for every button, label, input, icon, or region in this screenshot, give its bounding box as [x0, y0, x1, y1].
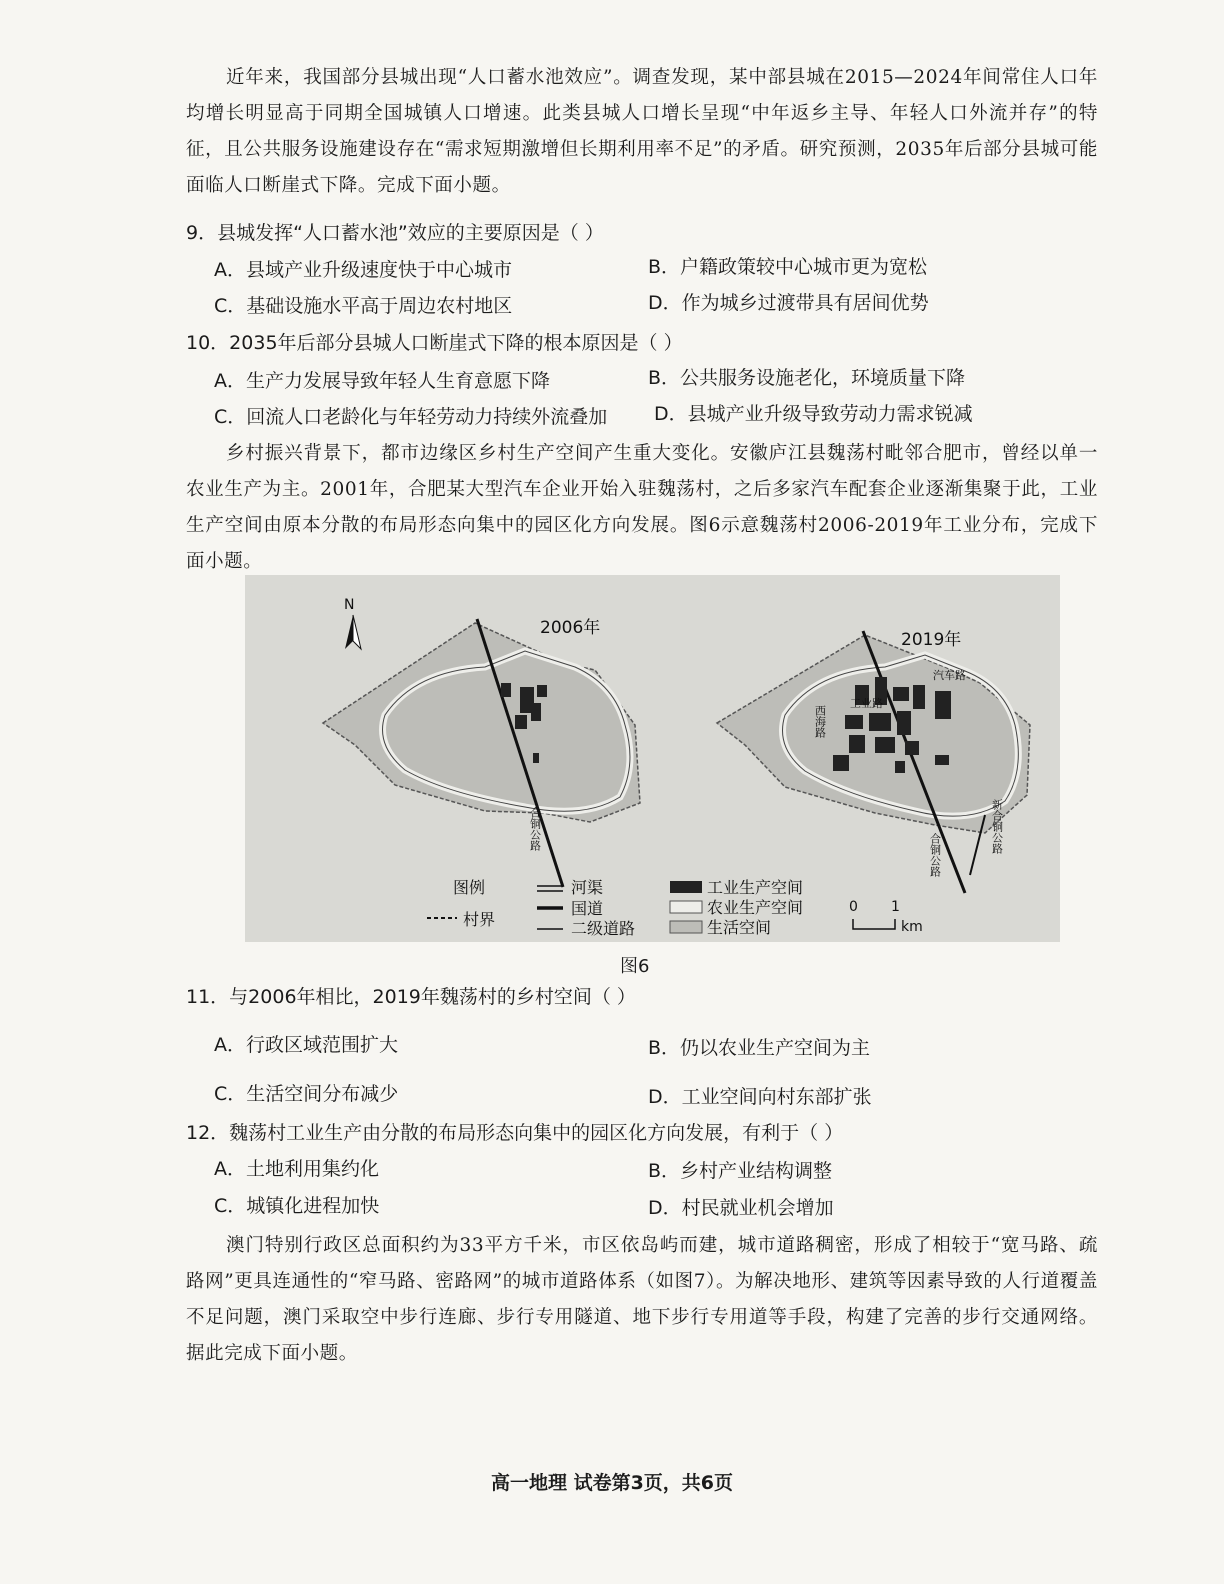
scale-unit: km [901, 919, 923, 935]
question-10-option-b[interactable]: B．公共服务设施老化，环境质量下降 [648, 367, 966, 389]
question-10-option-a[interactable]: A．生产力发展导致年轻人生育意愿下降 [214, 370, 550, 392]
village-industry-map [245, 575, 1060, 942]
question-11-stem: 11．与2006年相比，2019年魏荡村的乡村空间（ ） [186, 986, 636, 1008]
question-11-option-d[interactable]: D．工业空间向村东部扩张 [648, 1086, 872, 1108]
legend-living: 生活空间 [707, 918, 772, 937]
legend-industrial: 工业生产空间 [707, 878, 804, 897]
legend-national-road: 国道 [571, 899, 604, 918]
question-10-stem: 10．2035年后部分县城人口断崖式下降的根本原因是（ ） [186, 332, 683, 354]
question-11-option-a[interactable]: A．行政区域范围扩大 [214, 1034, 398, 1056]
road-label-2006: 合铜公路 [528, 807, 542, 851]
question-10-option-d[interactable]: D．县城产业升级导致劳动力需求锐减 [654, 403, 973, 425]
road-label-auto: 汽车路 [933, 669, 966, 682]
legend-boundary: 村界 [463, 910, 496, 929]
question-9-option-c[interactable]: C．基础设施水平高于周边农村地区 [214, 295, 513, 317]
question-9-stem: 9．县城发挥“人口蓄水池”效应的主要原因是（ ） [186, 222, 604, 244]
passage-weidang-village: 乡村振兴背景下，都市边缘区乡村生产空间产生重大变化。安徽庐江县魏荡村毗邻合肥市，曾经以单一农业生产为主。2001年，合肥某大型汽车企业开始入驻魏荡村，之后多家汽车配套企业逐渐集聚于此，工业生产空间由原本分散的布局形态向集中的园区化方向发展。图6示意魏荡村2006-2019年工业分布，完成下面小题。 [186, 443, 1098, 572]
question-9-option-b[interactable]: B．户籍政策较中心城市更为宽松 [648, 256, 928, 278]
question-12-option-a[interactable]: A．土地利用集约化 [214, 1158, 379, 1180]
question-9-option-d[interactable]: D．作为城乡过渡带具有居间优势 [648, 292, 929, 314]
question-12-option-d[interactable]: D．村民就业机会增加 [648, 1197, 834, 1219]
road-label-2019: 合铜公路 [928, 833, 942, 877]
question-11-option-c[interactable]: C．生活空间分布减少 [214, 1083, 399, 1105]
question-12-stem: 12．魏荡村工业生产由分散的布局形态向集中的园区化方向发展，有利于（ ） [186, 1122, 844, 1144]
north-label: N [344, 597, 355, 613]
road-label-xihai: 西海路 [813, 705, 827, 738]
industrial-block [501, 683, 511, 697]
passage-macau-roads: 澳门特别行政区总面积约为33平方千米，市区依岛屿而建，城市道路稠密，形成了相较于“宽马路、疏路网”更具连通性的“窄马路、密路网”的城市道路体系（如图7）。为解决地形、建筑等因素导致的人行道覆盖不足问题，澳门采取空中步行连廊、步行专用隧道、地下步行专用道等手段，构建了完善的步行交通网络。据此完成下面小题。 [186, 1235, 1098, 1364]
question-10-option-c[interactable]: C．回流人口老龄化与年轻劳动力持续外流叠加 [214, 406, 608, 428]
page-footer: 高一地理 试卷第3页，共6页 [490, 1472, 734, 1494]
question-11-option-b[interactable]: B．仍以农业生产空间为主 [648, 1037, 871, 1059]
figure-6-map [245, 575, 1060, 942]
legend-agricultural: 农业生产空间 [707, 898, 804, 917]
question-12-option-c[interactable]: C．城镇化进程加快 [214, 1195, 380, 1217]
road-label-new: 新合铜公路 [990, 799, 1004, 854]
figure-6-caption: 图6 [620, 956, 650, 977]
question-9-option-a[interactable]: A．县域产业升级速度快于中心城市 [214, 259, 512, 281]
passage-county-population: 近年来，我国部分县城出现“人口蓄水池效应”。调查发现，某中部县城在2015—2024年间常住人口年均增长明显高于同期全国城镇人口增速。此类县城人口增长呈现“中年返乡主导、年轻人口外流并存”的特征，且公共服务设施建设存在“需求短期激增但长期利用率不足”的矛盾。研究预测，2035年后部分县城可能面临人口断崖式下降。完成下面小题。 [186, 67, 1098, 196]
road-label-industry: 工业路 [850, 697, 883, 710]
legend-secondary-road: 二级道路 [571, 919, 636, 938]
year-2006-label: 2006年 [540, 618, 601, 638]
question-12-option-b[interactable]: B．乡村产业结构调整 [648, 1160, 833, 1182]
legend-canal: 河渠 [571, 878, 604, 897]
year-2019-label: 2019年 [901, 630, 962, 650]
scale-one: 1 [891, 899, 900, 915]
legend-title: 图例 [453, 878, 486, 897]
scale-zero: 0 [849, 899, 858, 915]
